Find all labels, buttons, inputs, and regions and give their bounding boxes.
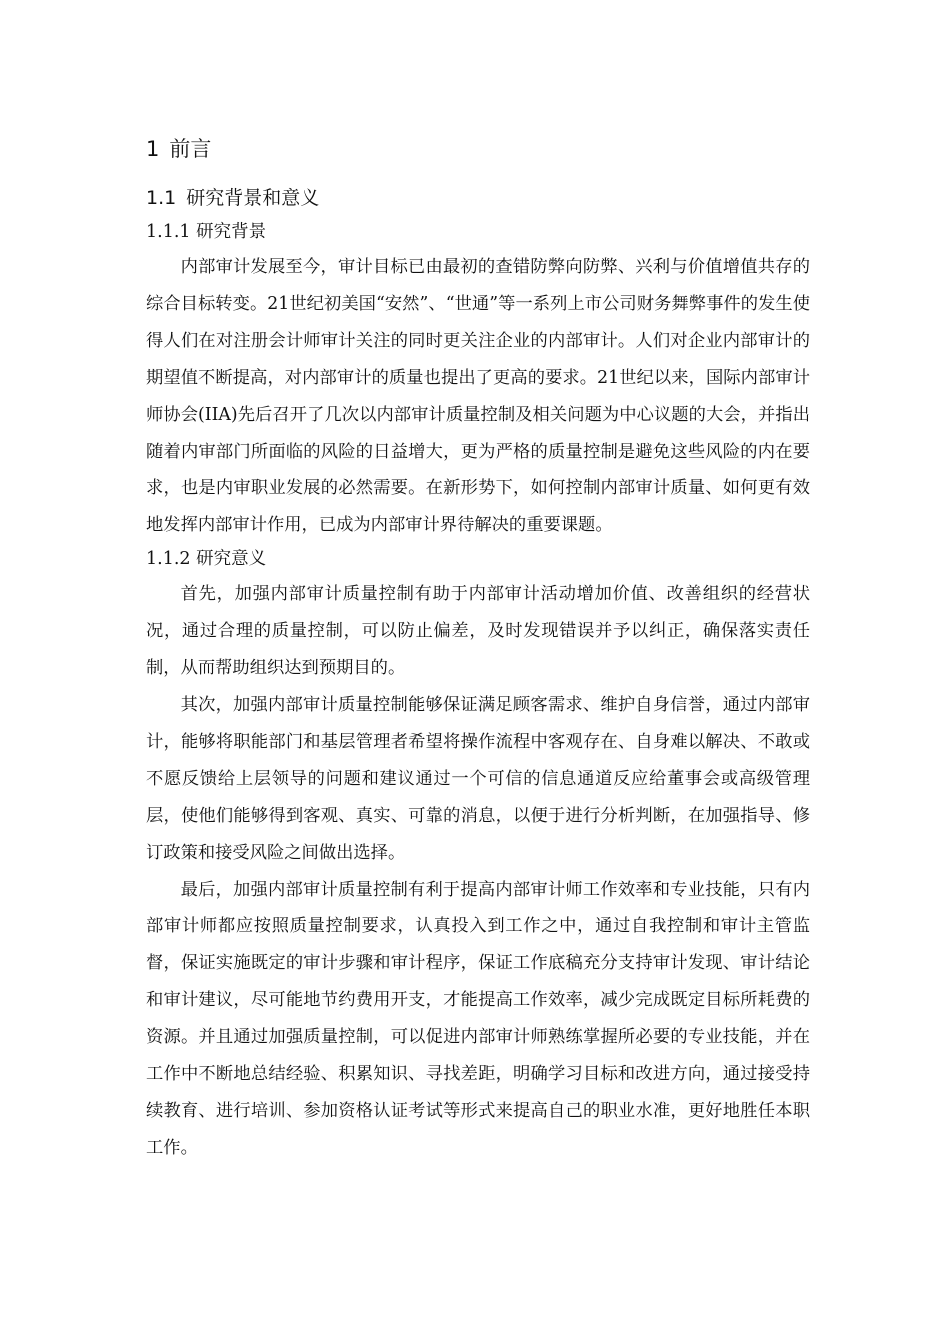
background-paragraph: 内部审计发展至今，审计目标已由最初的查错防弊向防弊、兴利与价值增值共存的综合目标转变。21世纪初美国“安然”、“世通”等一系列上市公司财务舞弊事件的发生使得人们在对注册会计师审计关注的同时更关注企业的内部审计。人们对企业内部审计的期望值不断提高，对内部审计的质量也提出了更高的要求。21世纪以来，国际内部审计师协会(IIA)先后召开了几次以内部审计质量控制及相关问题为中心议题的大会，并指出随着内审部门所面临的风险的日益增大，更为严格的质量控制是避免这些风险的内在要求，也是内审职业发展的必然需要。在新形势下，如何控制内部审计质量、如何更有效地发挥内部审计作用，已成为内部审计界待解决的重要课题。 [146,257,810,536]
section-number: 1.1 [146,187,177,209]
page-content [146,133,810,1167]
significance-paragraph-third: 最后，加强内部审计质量控制有利于提高内部审计师工作效率和专业技能，只有内部审计师都应按照质量控制要求，认真投入到工作之中，通过自我控制和审计主管监督，保证实施既定的审计步骤和审计程序，保证工作底稿充分支持审计发现、审计结论和审计建议，尽可能地节约费用开支，才能提高工作效率，减少完成既定目标所耗费的资源。并且通过加强质量控制，可以促进内部审计师熟练掌握所必要的专业技能，并在工作中不断地总结经验、积累知识、寻找差距，明确学习目标和改进方向，通过接受持续教育、进行培训、参加资格认证考试等形式来提高自己的职业水准，更好地胜任本职工作。 [146,879,810,1158]
subsection-heading-significance: 1.1.2 研究意义 [146,549,267,570]
significance-paragraph-second: 其次，加强内部审计质量控制能够保证满足顾客需求、维护自身信誉，通过内部审计，能够将职能部门和基层管理者希望将操作流程中客观存在、自身难以解决、不敢或不愿反馈给上层领导的问题和建议通过一个可信的信息通道反应给董事会或高级管理层，使他们能够得到客观、真实、可靠的消息，以便于进行分析判断，在加强指导、修订政策和接受风险之间做出选择。 [146,694,810,863]
subsection-heading-background: 1.1.1 研究背景 [146,222,267,242]
section-title: 研究背景和意义 [186,187,320,209]
chapter-heading [146,133,810,165]
chapter-title: 前言 [169,137,212,161]
chapter-number: 1 [146,137,160,161]
section-heading [146,183,810,213]
significance-paragraph-first: 首先，加强内部审计质量控制有助于内部审计活动增加价值、改善组织的经营状况，通过合理的质量控制，可以防止偏差，及时发现错误并予以纠正，确保落实责任制，从而帮助组织达到预期目的。 [146,584,810,679]
